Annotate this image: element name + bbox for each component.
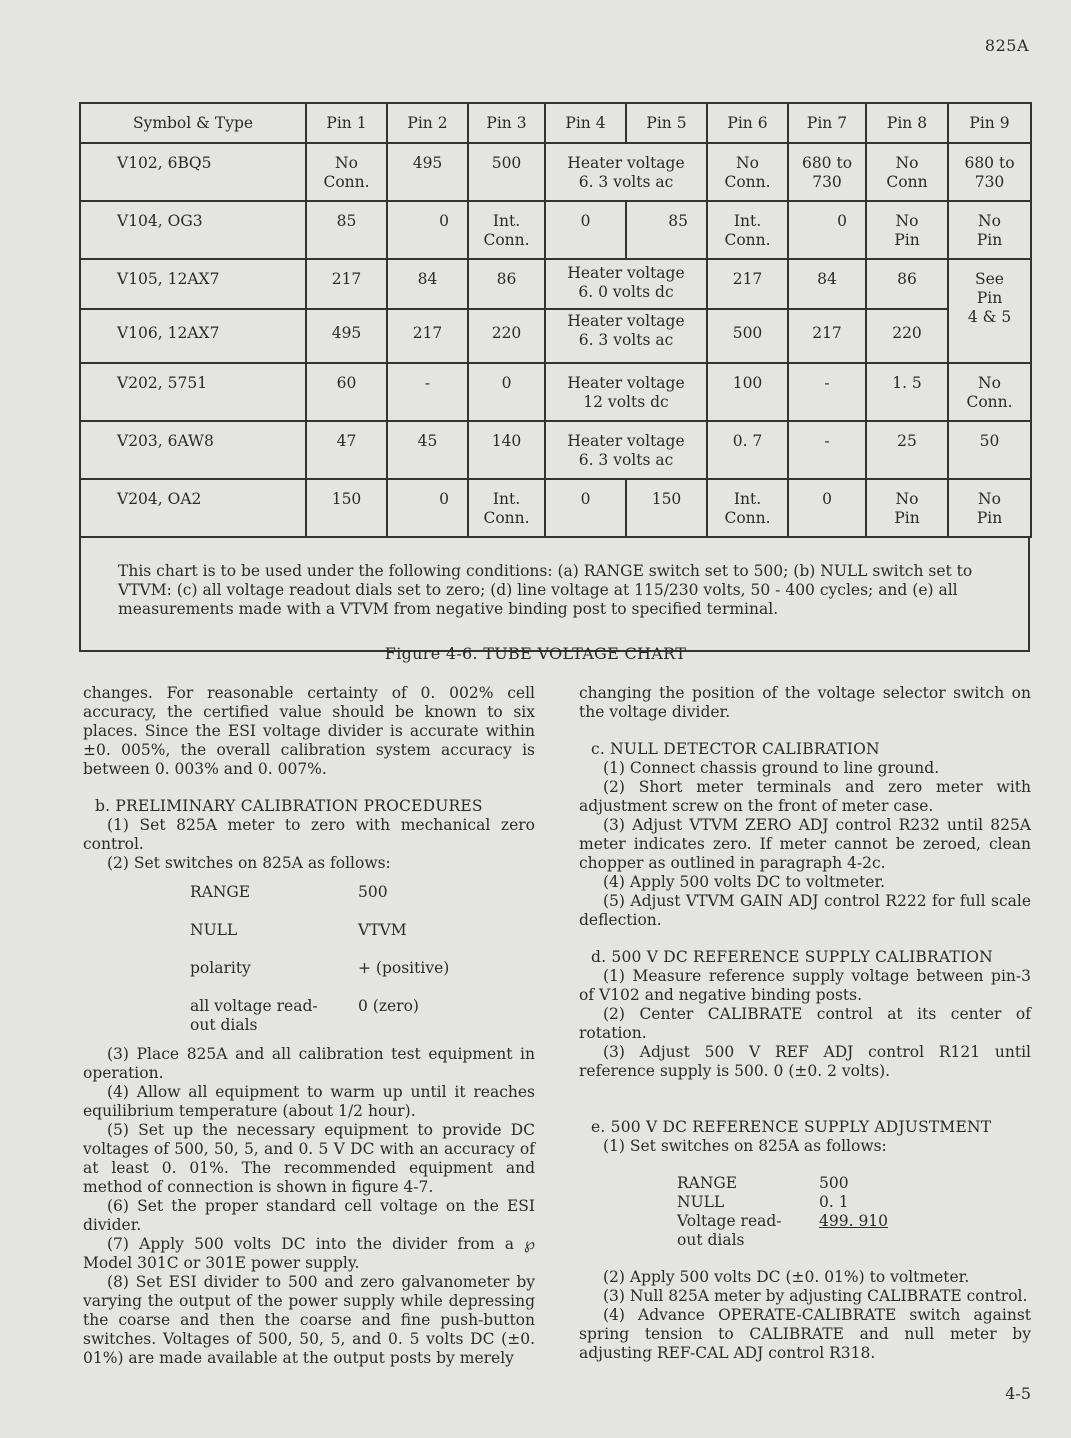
cell-pin-1: 47 bbox=[306, 421, 387, 479]
cell-pin-3: 500 bbox=[468, 143, 545, 201]
cell-pin-5: 150 bbox=[626, 479, 707, 537]
cell-pin-8: 1. 5 bbox=[866, 363, 948, 421]
cell-pin-6: No Conn. bbox=[707, 143, 788, 201]
header-pin-9: Pin 9 bbox=[948, 103, 1031, 143]
cell-pin-7: 0 bbox=[788, 479, 866, 537]
cell-pin-3: 86 bbox=[468, 259, 545, 309]
table-row-v105 bbox=[80, 259, 1031, 309]
step-d2: (2) Center CALIBRATE control at its center of rotation. bbox=[579, 1005, 1031, 1042]
switch-settings-list bbox=[677, 1174, 1031, 1250]
step-b7: (7) Apply 500 volts DC into the divider from a ℘ Model 301C or 301E power supply. bbox=[83, 1235, 535, 1272]
cell-pin-2: 0 bbox=[387, 201, 468, 259]
step-d3: (3) Adjust 500 V REF ADJ control R121 until reference supply is 500. 0 (±0. 2 volts). bbox=[579, 1043, 1031, 1080]
step-e4: (4) Advance OPERATE-CALIBRATE switch against spring tension to CALIBRATE and null meter by adjusting REF-CAL ADJ control R318. bbox=[579, 1306, 1031, 1362]
step-e3: (3) Null 825A meter by adjusting CALIBRATE control. bbox=[603, 1287, 1028, 1305]
header-pin-6: Pin 6 bbox=[707, 103, 788, 143]
cell-pin-3: 220 bbox=[468, 309, 545, 363]
cell-heater: Heater voltage 6. 3 volts ac bbox=[545, 421, 707, 479]
header-pin-4: Pin 4 bbox=[545, 103, 626, 143]
cell-pin-7: - bbox=[788, 421, 866, 479]
step-b5: (5) Set up the necessary equipment to provide DC voltages of 500, 50, 5, and 0. 5 V DC with an accuracy of at least 0. 01%. The recommended equipment and method of connection is shown in figure 4-7. bbox=[83, 1121, 535, 1196]
table-row-v106 bbox=[80, 309, 1031, 363]
cell-pin-9: 680 to 730 bbox=[948, 143, 1031, 201]
setting-polarity: polarity + (positive) bbox=[190, 959, 450, 977]
setting-range: RANGE 500 bbox=[677, 1174, 849, 1192]
setting-null: NULL 0. 1 bbox=[677, 1193, 849, 1211]
cell-symbol: V102, 6BQ5 bbox=[80, 143, 306, 201]
step-b1: (1) Set 825A meter to zero with mechanical zero control. bbox=[83, 816, 535, 853]
cell-pin-1: 217 bbox=[306, 259, 387, 309]
cell-pin-2: 217 bbox=[387, 309, 468, 363]
paragraph: changing the position of the voltage selector switch on the voltage divider. bbox=[579, 684, 1031, 721]
cell-pin-5: 85 bbox=[626, 201, 707, 259]
cell-pin-7: 217 bbox=[788, 309, 866, 363]
cell-pin-1: 60 bbox=[306, 363, 387, 421]
section-heading-c: c. NULL DETECTOR CALIBRATION bbox=[591, 740, 880, 758]
table-header-row bbox=[80, 103, 1031, 143]
setting-range: RANGE 500 bbox=[190, 883, 388, 901]
setting-null: NULL VTVM bbox=[190, 921, 407, 939]
cell-pin-3: 140 bbox=[468, 421, 545, 479]
paragraph: changes. For reasonable certainty of 0. 002% cell accuracy, the certified value should be known to six places. Since the ESI voltage divider is accurate within ±0. 005%, the overall calibration system accuracy is between 0. 003% and 0. 007%. bbox=[83, 684, 535, 778]
header-symbol-type: Symbol & Type bbox=[80, 103, 306, 143]
right-column bbox=[579, 684, 1031, 1363]
section-heading-d: d. 500 V DC REFERENCE SUPPLY CALIBRATION bbox=[591, 948, 993, 966]
header-pin-3: Pin 3 bbox=[468, 103, 545, 143]
table-note-box bbox=[79, 538, 1030, 652]
cell-heater: Heater voltage 6. 3 volts ac bbox=[545, 143, 707, 201]
cell-pin-7: 84 bbox=[788, 259, 866, 309]
cell-pin-1: No Conn. bbox=[306, 143, 387, 201]
cell-pin-2: 45 bbox=[387, 421, 468, 479]
left-column bbox=[83, 684, 535, 1368]
step-c3: (3) Adjust VTVM ZERO ADJ control R232 until 825A meter indicates zero. If meter cannot be zeroed, clean chopper as outlined in paragraph 4-2c. bbox=[579, 816, 1031, 872]
page-number: 4-5 bbox=[1005, 1384, 1031, 1403]
cell-pin-9: No Pin bbox=[948, 201, 1031, 259]
cell-heater: Heater voltage 6. 3 volts ac bbox=[545, 309, 707, 363]
step-b4: (4) Allow all equipment to warm up until it reaches equilibrium temperature (about 1/2 hour). bbox=[83, 1083, 535, 1120]
cell-symbol: V202, 5751 bbox=[80, 363, 306, 421]
cell-pin-2: 0 bbox=[387, 479, 468, 537]
step-c2: (2) Short meter terminals and zero meter with adjustment screw on the front of meter case. bbox=[579, 778, 1031, 815]
step-e2: (2) Apply 500 volts DC (±0. 01%) to voltmeter. bbox=[603, 1268, 970, 1286]
step-c5: (5) Adjust VTVM GAIN ADJ control R222 for full scale deflection. bbox=[579, 892, 1031, 929]
cell-pin-6: Int. Conn. bbox=[707, 479, 788, 537]
header-pin-2: Pin 2 bbox=[387, 103, 468, 143]
cell-pin-6: Int. Conn. bbox=[707, 201, 788, 259]
table-row-v203 bbox=[80, 421, 1031, 479]
table-row-v202 bbox=[80, 363, 1031, 421]
cell-symbol: V106, 12AX7 bbox=[80, 309, 306, 363]
cell-pin-2: - bbox=[387, 363, 468, 421]
table-note: This chart is to be used under the following conditions: (a) RANGE switch set to 500; (b) NULL switch set to VTVM: (c) all voltage readout dials set to zero; (d) line voltage at 115/230 volts, 50 - 400 cycles; and (e) all measurements made with a VTVM from negative binding post to specified terminal. bbox=[118, 562, 973, 618]
cell-pin-8: No Pin bbox=[866, 201, 948, 259]
figure-caption: Figure 4-6. TUBE VOLTAGE CHART bbox=[384, 644, 687, 663]
cell-pin-4: 0 bbox=[545, 479, 626, 537]
step-c4: (4) Apply 500 volts DC to voltmeter. bbox=[603, 873, 886, 891]
cell-pin-8: No Conn bbox=[866, 143, 948, 201]
cell-pin-4: 0 bbox=[545, 201, 626, 259]
cell-pin-7: 0 bbox=[788, 201, 866, 259]
step-d1: (1) Measure reference supply voltage between pin-3 of V102 and negative binding posts. bbox=[579, 967, 1031, 1004]
cell-pin-6: 500 bbox=[707, 309, 788, 363]
step-c1: (1) Connect chassis ground to line ground. bbox=[603, 759, 940, 777]
cell-pin-7: 680 to 730 bbox=[788, 143, 866, 201]
switch-settings-list bbox=[190, 883, 535, 1035]
cell-pin-3: Int. Conn. bbox=[468, 201, 545, 259]
setting-readout-dials: all voltage read- out dials 0 (zero) bbox=[190, 997, 419, 1034]
cell-pin-9: 50 bbox=[948, 421, 1031, 479]
section-heading-e: e. 500 V DC REFERENCE SUPPLY ADJUSTMENT bbox=[591, 1118, 992, 1136]
header-pin-7: Pin 7 bbox=[788, 103, 866, 143]
cell-symbol: V105, 12AX7 bbox=[80, 259, 306, 309]
cell-pin-7: - bbox=[788, 363, 866, 421]
cell-pin-3: 0 bbox=[468, 363, 545, 421]
cell-pin-8: 25 bbox=[866, 421, 948, 479]
cell-symbol: V204, OA2 bbox=[80, 479, 306, 537]
table-row-v104 bbox=[80, 201, 1031, 259]
header-pin-1: Pin 1 bbox=[306, 103, 387, 143]
tube-voltage-chart bbox=[79, 102, 1028, 652]
cell-symbol: V203, 6AW8 bbox=[80, 421, 306, 479]
cell-pin-6: 217 bbox=[707, 259, 788, 309]
step-b3: (3) Place 825A and all calibration test equipment in operation. bbox=[83, 1045, 535, 1082]
cell-pin-1: 495 bbox=[306, 309, 387, 363]
cell-pin-8: No Pin bbox=[866, 479, 948, 537]
cell-pin-2: 84 bbox=[387, 259, 468, 309]
cell-heater: Heater voltage 12 volts dc bbox=[545, 363, 707, 421]
cell-pin-2: 495 bbox=[387, 143, 468, 201]
header-pin-8: Pin 8 bbox=[866, 103, 948, 143]
table-row-v102 bbox=[80, 143, 1031, 201]
cell-pin-6: 0. 7 bbox=[707, 421, 788, 479]
cell-pin-9: See Pin 4 & 5 bbox=[948, 259, 1031, 363]
cell-heater: Heater voltage 6. 0 volts dc bbox=[545, 259, 707, 309]
step-b2: (2) Set switches on 825A as follows: bbox=[107, 854, 391, 872]
page-header-model: 825A bbox=[984, 36, 1029, 55]
cell-symbol: V104, OG3 bbox=[80, 201, 306, 259]
step-b6: (6) Set the proper standard cell voltage on the ESI divider. bbox=[83, 1197, 535, 1234]
cell-pin-3: Int. Conn. bbox=[468, 479, 545, 537]
cell-pin-9: No Conn. bbox=[948, 363, 1031, 421]
table-row-v204 bbox=[80, 479, 1031, 537]
header-pin-5: Pin 5 bbox=[626, 103, 707, 143]
cell-pin-8: 86 bbox=[866, 259, 948, 309]
step-e1: (1) Set switches on 825A as follows: bbox=[603, 1137, 887, 1155]
setting-readout-dials: Voltage read- out dials 499. 910 bbox=[677, 1212, 889, 1249]
section-heading-b: b. PRELIMINARY CALIBRATION PROCEDURES bbox=[95, 797, 483, 815]
cell-pin-1: 150 bbox=[306, 479, 387, 537]
cell-pin-6: 100 bbox=[707, 363, 788, 421]
cell-pin-1: 85 bbox=[306, 201, 387, 259]
step-b8: (8) Set ESI divider to 500 and zero galvanometer by varying the output of the power supply while depressing the coarse and then the coarse and fine push-button switches. Voltages of 500, 50, 5, and 0. 5 volts DC (±0. 01%) are made available at the output posts by merely bbox=[83, 1273, 535, 1367]
cell-pin-9: No Pin bbox=[948, 479, 1031, 537]
voltage-table bbox=[79, 102, 1032, 538]
cell-pin-8: 220 bbox=[866, 309, 948, 363]
